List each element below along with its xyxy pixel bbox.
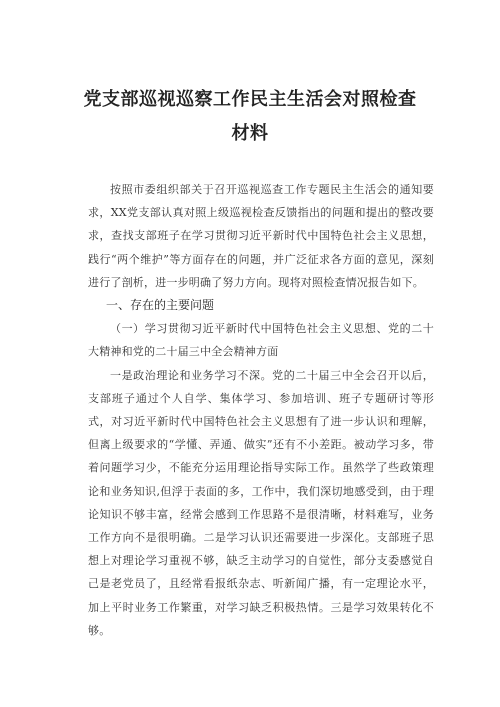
body-paragraph: 一是政治理论和业务学习不深。党的二十届三中全会召开以后，支部班子通过个人自学、集体学习、参加培训、班子专题研讨等形式，对习近平新时代中国特色社会主义思想有了进一步认识和理解，但离上级要求的“学懂、弄通、做实”还有不小差距。被动学习多，带着问题学习少，不能充分运用理论指导实际工作。虽然学了些政策理论和业务知识,但浮于表面的多，工作中，我们深切地感受到，由于理论知识不够丰富，经常会感到工作思路不是很清晰，材料难写，业务工作方向不是很明确。二是学习认识还需要进一步深化。支部班子思想上对理论学习重视不够，缺乏主动学习的自觉性，部分支委感觉自己是老党员了，且经常看报纸杂志、听新闻广播，有一定理论水平，加上平时业务工作繁重，对学习缺乏积极热情。三是学习效果转化不够。 [88,368,434,637]
document-body [88,178,434,642]
intro-paragraph: 按照市委组织部关于召开巡视巡查工作专题民主生活会的通知要求，XX党支部认真对照上级巡视检查反馈指出的问题和提出的整改要求，查找支部班子在学习贯彻习近平新时代中国特色社会主义思想，践行“两个维护”等方面存在的问题，并广泛征求各方面的意见，深刻进行了剖析，进一步明确了努力方向。现将对照检查情况报告如下。 [88,183,434,289]
section-heading: 一、存在的主要问题 [106,298,215,313]
document-title-line2: 材料 [231,123,269,144]
subsection-heading: （一）学习贯彻习近平新时代中国特色社会主义思想、党的二十大精神和党的二十届三中全会精神方面 [88,322,434,359]
document-title-line1: 党支部巡视巡察工作民主生活会对照检查 [83,89,417,110]
